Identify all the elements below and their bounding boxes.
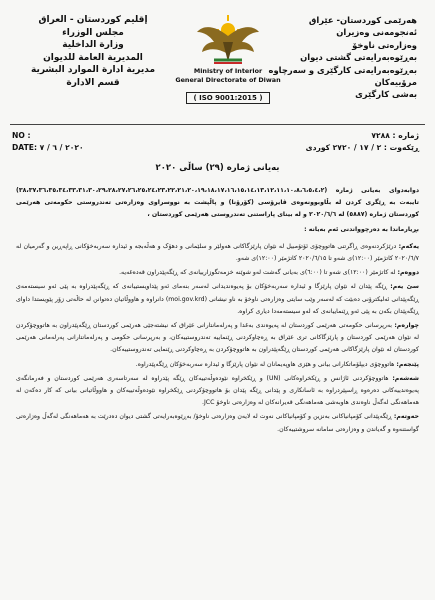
statement-lead: دوابەدوای بەیانی ژمارە (٣٨،٣٧،٣٦،٣٥،٣٤،٣٣،٣١،٣٠،٢٩،٢٨،٢٧،٢٦،٢٥،٢٤،٢٣،٢٢،٢١،٢٠،١٩،١٨،١٧،١٦،١٥،١٤،١٣،١٢،١١،١٠،٨،٦،٥،٤،٢) تایبەت بە ڕێگری کردن لە بڵاوبوونەوەی ڤایرۆسی (کۆرۆنا) و پاڵپشت بە نووسراوی وەزارەتی تەندروستی حکومەتی هەرێمی کوردستان ژمارە (٥٨٨٧) لە ٢٠٢٠/٦/٦ و لە بینای پاراستنی تەندروستی هەرێمی کوردستان ،	[16, 187, 419, 219]
kurdish-line-section: بەشی کارگێری	[355, 89, 417, 100]
letterhead-center	[168, 12, 288, 104]
kurdish-line-region: هەرێمی کوردستان- عێراق	[308, 15, 417, 25]
clause-text: ڕێگەپێدانی کۆمپانیاکانی بەنزین و کۆمپانیاکانی نەوت لە لایەن وەزارەتی ناوخۆ/ بەڕێوەبەرایەتی گشتی دیوان دەدرێت بە هەماهەنگی لەگەڵ وەزارەتی گواستنەوە و گەیاندن و وەزارەتی سامانە سروشتییەکان.	[16, 413, 419, 433]
clause-4	[16, 320, 419, 357]
clause-text: بەرپرسانی حکومەتی هەرێمی کوردستان لە پەیوەندی بەغدا و پەرلەمانتارانی عێراق کە نیشتەجێی هەرێمی کوردستان ڕێگەپێدراون بە هاتووچۆکردن لە نێوان هەرێمی کوردستان و پارێزگاکانی تری عێراق بە ڕەچاوکردنی ڕێنماییە تەندروستییەکان، و بەرپرسانی حکومی و پەرلەمانتارانی پەرلەمانی هەرێمی کوردستان لە نێوان پارێزگاکانی هەرێمی کوردستان ڕێگەپێدراون بە هاتووچۆکردن بە ڕەچاوکردنی ڕێنمایی تەندروستییەکان.	[16, 322, 419, 354]
clause-2	[16, 267, 419, 279]
kurdish-date-label: ڕێکەوت :	[383, 143, 419, 152]
clause-text: درێژکردنەوەی ڕاگرتنی هاتووچۆی ئۆتۆمبیل لە نێوان پارێزگاکانی هەولێر و سلێمانی و دهۆک و هەڵەبجە و ئیدارە سەربەخۆکانی ڕاپەڕین و گەرمیان لە ٢٠٢٠/٦/٧ کاتژمێر (١٢:٠٠)ی شەو تا ٢٠٢٠/٦/١٥ کاتژمێر (١٢:٠٠)ی شەو.	[16, 242, 419, 263]
clause-label: سێ یەم:	[390, 283, 419, 291]
meta-row-number	[10, 131, 425, 143]
kurdish-line-council: ئەنجومەنی وەزیران	[336, 27, 417, 38]
clause-label: پێنجەم:	[396, 360, 419, 368]
statement-decision: بڕیارماندا بە دەرچوواندنی ئەم بەیانە :	[304, 225, 419, 233]
arabic-line-section: قسم الادارة	[66, 77, 120, 88]
clause-text: ڕێگە پێدان لە نێوان پارێزگا و ئیدارە سەربەخۆکان بۆ پەیوەندیدانی لەسەر بنەمای ئەو پێداویستییانەی کە ڕێگەپێدراوە بە پێی ئەو سیستەمەی ڕێگەپێدانی ئەلیکترۆنی دەبێت کە لەسەر وێب سایتی وەزارەتی ناوخۆ بە ناو نیشانی (moi.gov.krd) دانراوە و هاووڵاتیان دەتوانن لە حاڵەتی زۆر پێویستدا داوای ڕێگەپێدان بکەن بە پێی ئەو ڕێنماییانەی کە لەو سیستەمەدا دیاری کراوە.	[16, 283, 419, 315]
arabic-line-hr: مديرية ادارة الموارد البشرية	[30, 65, 156, 76]
kurdish-line-hr: بەڕێوەبەرایەتی کارگێری و سەرچاوە مرۆییەکان	[268, 64, 417, 88]
arabic-line-region: إقليم كوردستان - العراق	[38, 15, 148, 25]
statement-title: بەیانی ژمارە (٢٩) ساڵی ٢٠٢٠	[155, 163, 280, 173]
arabic-line-ministry: وزارة الداخلية	[62, 40, 124, 51]
letterhead-kurdish	[267, 14, 417, 101]
kurdish-line-directorate: بەڕێوەبەرایەتی گشتی دیوان	[300, 52, 417, 63]
clause-label: شەشەم:	[392, 374, 420, 382]
kurdistan-emblem-icon	[194, 12, 262, 66]
ministry-en: Ministry of Interior	[193, 67, 263, 75]
clause-3	[16, 281, 419, 318]
document-number	[371, 131, 419, 140]
letterhead	[10, 6, 425, 125]
clause-7	[16, 411, 419, 435]
clause-label: چوارەم:	[394, 322, 419, 330]
kurdish-date	[306, 143, 419, 152]
number-value: ٧٢٨٨	[371, 131, 390, 140]
date-value: ٢٠٢٠ / ٦ / ٧	[39, 143, 84, 152]
kurdish-line-ministry: وەزارەتی ناوخۆ	[352, 39, 417, 50]
clause-label: حەوتەم:	[393, 413, 419, 421]
directorate-en: General Directorate of Diwan	[175, 76, 281, 85]
arabic-line-directorate: المديرية العامة للديوان	[43, 52, 143, 63]
iso-badge: ( ISO 9001:2015 )	[186, 92, 269, 104]
clause-5	[16, 359, 419, 371]
number-label: ژمارە :	[392, 131, 419, 140]
date-field	[12, 143, 84, 152]
clause-text: هاتووچۆی دیپلۆماتکارانی بیانی و هێزی هاوپەیمانان لە نێوان پارێزگا و ئیدارە سەربەخۆکان ڕێگەپێدراوە.	[135, 360, 395, 368]
meta-row-date	[10, 143, 425, 155]
clause-text: هاتووچۆکردنی ئاژانس و ڕێکخراوەکانی (UN) و ڕێکخراوە نێودەوڵەتییەکان ڕێگە پێدراوە لە سەرتاسەری هەرێمی کوردستان و فەرمانگەی پەیوەندییەکانی دەرەوە ڕاسپێردراوە بە ئاسانکاری و پێدانی ڕێگە پێدان بۆ هاتووچۆکردنی ڕێکخراوە نێودەوڵەتییەکان و هاووڵاتیانی بیانی کە کار دەکەن لە هەماهەنگی لەگەڵ ناوەندی هاوبەشی هەماهەنگی قەیرانەکان لە وەزارەتی ناوخۆ JCC.	[16, 374, 419, 407]
date-label: DATE:	[12, 143, 37, 152]
clause-label: دووەم:	[397, 269, 419, 277]
clause-label: یەکەم:	[398, 242, 420, 250]
statement-body	[10, 163, 425, 436]
letterhead-arabic	[18, 14, 168, 90]
clause-6	[16, 373, 419, 410]
arabic-line-council: مجلس الوزراء	[62, 27, 124, 38]
clause-1	[16, 241, 419, 265]
clause-text: لە کاتژمێر (١٢:٠٠)ی شەو تا (٦:٠٠)ی بەیانی گەشت لەو شوێنە خزمەتگوزارییانەی کە ڕێگەپێدراون قەدەغەیە.	[119, 269, 396, 277]
kurdish-date-value: ٢ / ١٧ / ٢٧٢٠ کوردی	[305, 143, 382, 152]
no-label: NO :	[12, 131, 31, 140]
